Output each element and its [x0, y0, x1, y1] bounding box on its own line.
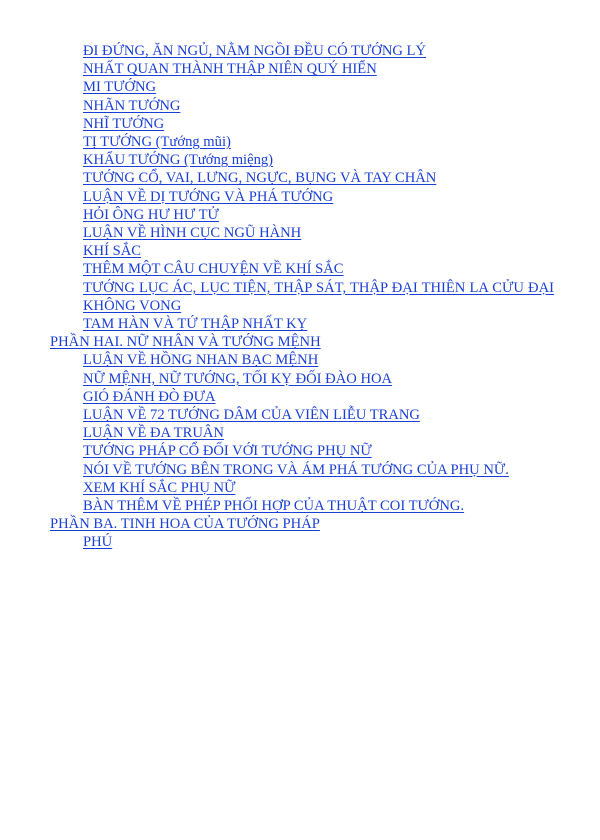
toc-link-72-tuong-dam[interactable]: LUẬN VỀ 72 TƯỚNG DÂM CỦA VIÊN LIỄU TRANG [83, 407, 420, 424]
toc-link-hinh-cuc-ngu-hanh[interactable]: LUẬN VỀ HÌNH CỤC NGŨ HÀNH [83, 225, 302, 242]
toc-link-hoi-ong-hu-hu-tu[interactable]: HỎI ÔNG HƯ HƯ TỬ [83, 206, 219, 223]
toc-link-di-tuong-pha-tuong[interactable]: LUẬN VỀ DỊ TƯỚNG VÀ PHÁ TƯỚNG [83, 188, 334, 205]
toc-link-ti-tuong[interactable]: TỊ TƯỚNG (Tướng mũi) [83, 134, 231, 151]
toc-link-di-dung-an-ngu[interactable]: ĐI ĐỨNG, ĂN NGỦ, NẰM NGỒI ĐỀU CÓ TƯỚNG LÝ [83, 43, 427, 59]
toc-link-tuong-luc-ac[interactable]: TƯỚNG LỤC ÁC, LỤC TIỆN, THẬP SÁT, THẬP ĐẠI THIÊN LA CỬU ĐẠI KHÔNG VONG [83, 279, 554, 314]
toc-link-phan-ba[interactable]: PHẦN BA. TINH HOA CỦA TƯỚNG PHÁP [50, 516, 320, 533]
toc-link-khau-tuong[interactable]: KHẨU TƯỚNG (Tướng miệng) [83, 152, 274, 169]
toc-link-nhat-quan-thanh[interactable]: NHẤT QUAN THÀNH THẬP NIÊN QUÝ HIỂN [83, 61, 377, 78]
toc-link-nu-menh-nu-tuong[interactable]: NỮ MỆNH, NỮ TƯỚNG, TỐI KỴ ĐỐI ĐÀO HOA [83, 370, 393, 387]
toc-link-them-cau-chuyen-khi-sac[interactable]: THÊM MỘT CÂU CHUYỆN VỀ KHÍ SẮC [83, 261, 344, 278]
toc-link-tam-han[interactable]: TAM HÀN VÀ TỨ THẬP NHẤT KỴ [83, 316, 308, 333]
toc-link-nhan-tuong[interactable]: NHÃN TƯỚNG [83, 97, 181, 114]
toc-link-mi-tuong[interactable]: MI TƯỚNG [83, 79, 157, 96]
toc-link-phu[interactable]: PHÚ [83, 534, 113, 551]
toc-link-nhi-tuong[interactable]: NHĨ TƯỚNG [83, 115, 165, 132]
toc-link-phoi-hop-coi-tuong[interactable]: BÀN THÊM VỀ PHÉP PHỐI HỢP CỦA THUẬT COI TƯỚNG. [83, 498, 465, 515]
toc-link-gio-danh-do-dua[interactable]: GIÓ ĐÁNH ĐÒ ĐƯA [83, 388, 216, 405]
toc-link-khi-sac-phu-nu[interactable]: XEM KHÍ SẮC PHỤ NỮ [83, 479, 236, 496]
toc-link-hong-nhan-bac-menh[interactable]: LUẬN VỀ HỒNG NHAN BẠC MỆNH [83, 352, 319, 369]
toc-link-tuong-co-vai[interactable]: TƯỚNG CỔ, VAI, LƯNG, NGỰC, BỤNG VÀ TAY CHÂN [83, 170, 437, 187]
toc-link-khi-sac[interactable]: KHÍ SẮC [83, 243, 141, 260]
toc-link-tuong-phap-co[interactable]: TƯỚNG PHÁP CỔ ĐỐI VỚI TƯỚNG PHỤ NỮ [83, 443, 372, 460]
toc-link-tuong-ben-trong[interactable]: NÓI VỀ TƯỚNG BÊN TRONG VÀ ÁM PHÁ TƯỚNG CỦA PHỤ NỮ. [83, 461, 509, 478]
table-of-contents [0, 42, 600, 552]
toc-link-da-truan[interactable]: LUẬN VỀ ĐA TRUÂN [83, 425, 224, 442]
toc-link-phan-hai[interactable]: PHẦN HAI. NỮ NHÂN VÀ TƯỚNG MỆNH [50, 334, 321, 351]
